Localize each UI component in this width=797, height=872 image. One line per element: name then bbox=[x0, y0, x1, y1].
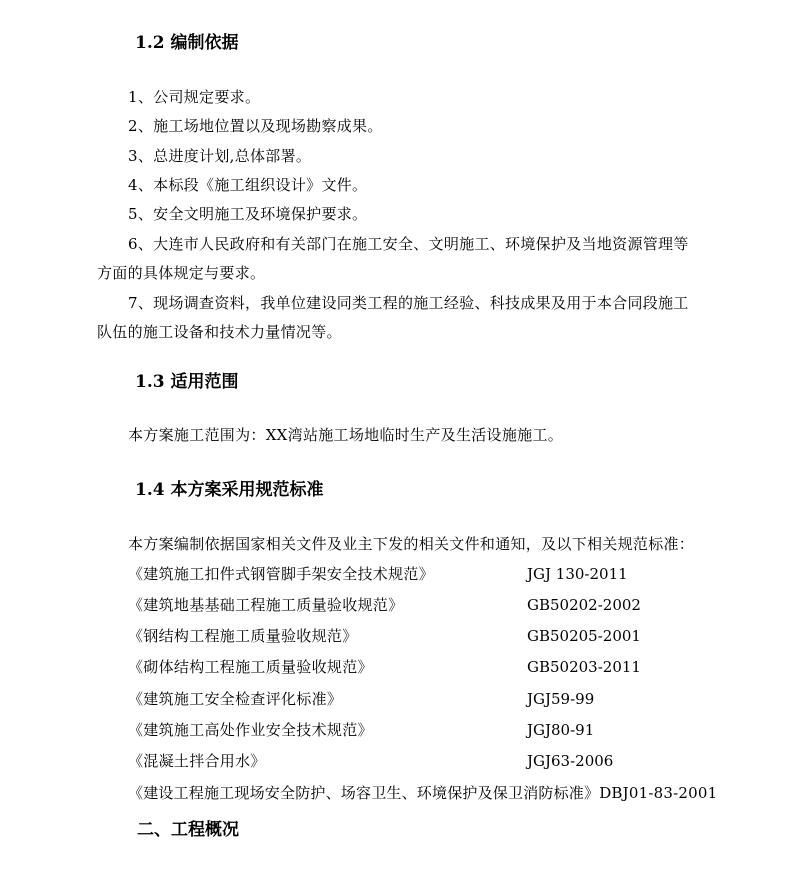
standard-last-line: 《建设工程施工现场安全防护、场容卫生、环境保护及保卫消防标准》DBJ01-83-2001 bbox=[128, 784, 718, 802]
scope-text: 本方案施工范围为：XX湾站施工场地临时生产及生活设施施工。 bbox=[128, 426, 564, 444]
standard-name: 《建筑地基基础工程施工质量验收规范》 bbox=[128, 596, 404, 614]
basis-item-6-line1: 6、大连市人民政府和有关部门在施工安全、文明施工、环境保护及当地资源管理等 bbox=[128, 235, 689, 253]
heading-1-4: 1.4 本方案采用规范标准 bbox=[135, 480, 324, 500]
standard-code: JGJ59-99 bbox=[527, 690, 595, 708]
basis-item-7-line1: 7、现场调查资料，我单位建设同类工程的施工经验、科技成果及用于本合同段施工 bbox=[128, 294, 689, 312]
heading-1-2: 1.2 编制依据 bbox=[135, 33, 239, 53]
basis-item-3: 3、总进度计划,总体部署。 bbox=[128, 147, 312, 165]
standard-name: 《建筑施工扣件式钢管脚手架安全技术规范》 bbox=[128, 565, 435, 583]
standard-code: JGJ80-91 bbox=[527, 721, 595, 739]
basis-item-1: 1、公司规定要求。 bbox=[128, 88, 261, 106]
standard-code: GB50202-2002 bbox=[527, 596, 641, 614]
basis-item-2: 2、施工场地位置以及现场勘察成果。 bbox=[128, 117, 383, 135]
standard-name: 《混凝土拌合用水》 bbox=[128, 752, 266, 770]
standard-name: 《建筑施工安全检查评化标准》 bbox=[128, 690, 343, 708]
heading-2: 二、工程概况 bbox=[137, 820, 239, 840]
standard-code: GB50205-2001 bbox=[527, 627, 641, 645]
standard-name: 《钢结构工程施工质量验收规范》 bbox=[128, 627, 358, 645]
standard-code: JGJ 130-2011 bbox=[527, 565, 628, 583]
standards-intro: 本方案编制依据国家相关文件及业主下发的相关文件和通知，及以下相关规范标准： bbox=[128, 535, 695, 553]
basis-item-6-line2: 方面的具体规定与要求。 bbox=[97, 264, 266, 282]
standard-name: 《建筑施工高处作业安全技术规范》 bbox=[128, 721, 373, 739]
standard-code: GB50203-2011 bbox=[527, 658, 641, 676]
standard-code: JGJ63-2006 bbox=[527, 752, 614, 770]
basis-item-5: 5、安全文明施工及环境保护要求。 bbox=[128, 205, 368, 223]
standard-name: 《砌体结构工程施工质量验收规范》 bbox=[128, 658, 373, 676]
heading-1-3: 1.3 适用范围 bbox=[135, 372, 239, 392]
basis-item-7-line2: 队伍的施工设备和技术力量情况等。 bbox=[97, 323, 342, 341]
basis-item-4: 4、本标段《施工组织设计》文件。 bbox=[128, 176, 368, 194]
